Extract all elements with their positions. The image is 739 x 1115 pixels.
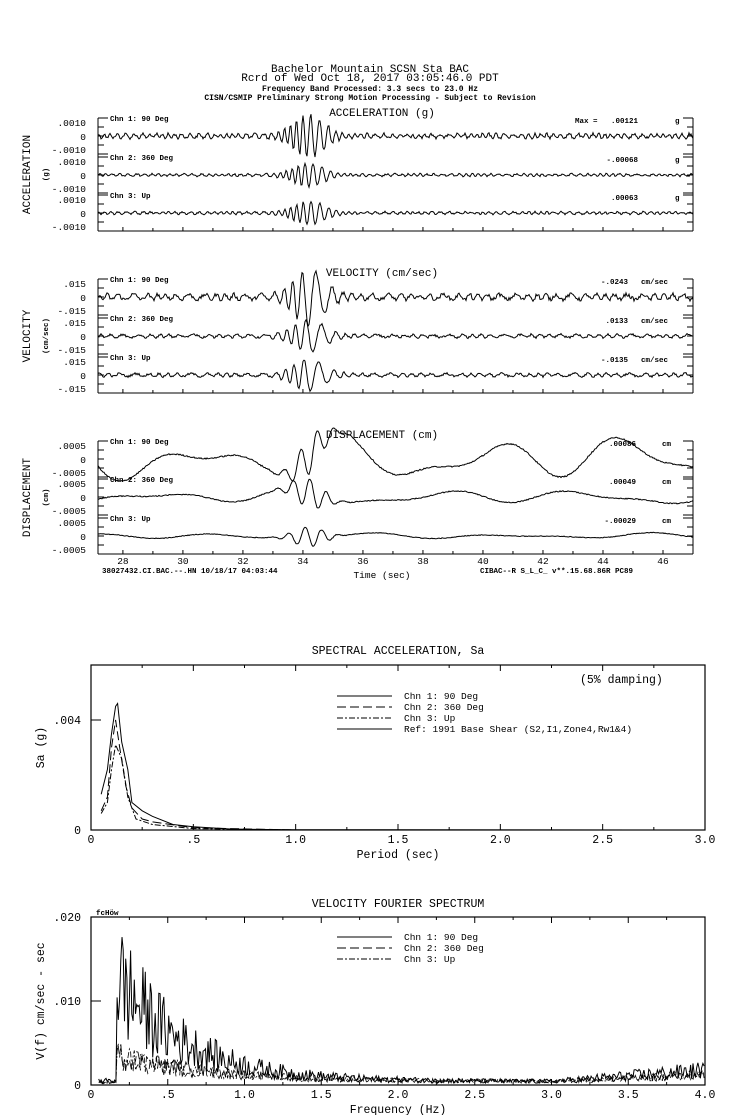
x-tick-label: 30: [177, 556, 189, 567]
panel-title: DISPLACEMENT (cm): [325, 430, 439, 442]
sa-curve: [101, 745, 705, 830]
peak-unit: cm: [662, 479, 672, 487]
y-tick-label: .015: [63, 357, 86, 368]
y-tick-label: .015: [63, 318, 86, 329]
y-tick-label: 0: [74, 1080, 81, 1093]
peak-unit: g: [675, 195, 680, 203]
y-tick-label: .0005: [57, 479, 86, 490]
y-tick-label: .0005: [57, 441, 86, 452]
x-tick-label: 2.5: [464, 1089, 486, 1102]
max-label: Max =: [575, 118, 598, 126]
x-tick-label: 2.0: [387, 1089, 409, 1102]
peak-unit: cm: [662, 441, 672, 449]
footer-right: CIBAC--R S_L_C_ v**.15.68.86R PC89: [480, 568, 634, 576]
peak-value: -.0135: [600, 357, 628, 365]
peak-unit: g: [675, 157, 680, 165]
x-tick-label: 46: [657, 556, 669, 567]
y-axis-label: V(f) cm/sec - sec: [35, 942, 48, 1060]
peak-value: .00049: [608, 479, 636, 487]
panel-title: VELOCITY (cm/sec): [325, 268, 439, 280]
legend-label: Chn 1: 90 Deg: [404, 691, 479, 702]
y-tick-label: .0010: [57, 118, 86, 129]
peak-unit: cm/sec: [641, 318, 669, 326]
channel-label: Chn 3: Up: [110, 516, 151, 524]
y-tick-label: .0010: [57, 195, 86, 206]
y-tick-label: .004: [53, 715, 81, 728]
x-tick-label: 2.5: [592, 834, 614, 847]
channel-label: Chn 3: Up: [110, 355, 151, 363]
corner-label: fcHöw: [96, 910, 119, 918]
panel-title: ACCELERATION (g): [329, 108, 435, 120]
legend-label: Ref: 1991 Base Shear (S2,I1,Zone4,Rw1&4): [404, 724, 633, 735]
y-tick-label: -.015: [57, 345, 86, 356]
panel-yunit: (cm): [43, 488, 51, 507]
panel-yunit: (cm/sec): [43, 317, 51, 355]
y-tick-label: .0010: [57, 157, 86, 168]
waveform-trace: [98, 320, 693, 352]
y-tick-label: -.0005: [51, 545, 86, 556]
x-tick-label: 3.0: [541, 1089, 562, 1102]
waveform-trace: [98, 479, 693, 508]
y-tick-label: -.015: [57, 306, 86, 317]
channel-label: Chn 3: Up: [110, 193, 151, 201]
plot-frame: [91, 917, 705, 1085]
y-axis-label: Sa (g): [35, 726, 48, 769]
channel-label: Chn 2: 360 Deg: [110, 155, 174, 163]
fourier-curve: [99, 1044, 704, 1083]
x-tick-label: 36: [357, 556, 369, 567]
x-axis-label: Period (sec): [356, 849, 440, 862]
y-tick-label: -.0010: [51, 184, 86, 195]
channel-label: Chn 2: 360 Deg: [110, 477, 174, 485]
channel-label: Chn 1: 90 Deg: [110, 277, 169, 285]
peak-unit: cm: [662, 518, 672, 526]
peak-value: .00063: [610, 195, 638, 203]
x-tick-label: 32: [237, 556, 249, 567]
y-tick-label: 0: [80, 493, 86, 504]
peak-value: .00086: [608, 441, 636, 449]
station-title: Bachelor Mountain SCSN Sta BAC: [270, 64, 470, 76]
plot-frame: [91, 665, 705, 830]
x-tick-label: 1.5: [310, 1089, 332, 1102]
x-tick-label: 28: [117, 556, 129, 567]
y-tick-label: 0: [80, 209, 86, 220]
sa-curve: [101, 720, 705, 830]
y-tick-label: .010: [53, 996, 81, 1009]
y-tick-label: -.0010: [51, 145, 86, 156]
x-tick-label: 38: [417, 556, 429, 567]
y-tick-label: 0: [80, 455, 86, 466]
peak-value: -.0243: [600, 279, 628, 287]
waveform-trace: [98, 114, 693, 157]
y-tick-label: 0: [80, 371, 86, 382]
peak-value: -.00029: [604, 518, 636, 526]
x-tick-label: 3.5: [617, 1089, 639, 1102]
legend-label: Chn 3: Up: [404, 954, 456, 965]
x-tick-label: 3.0: [694, 834, 716, 847]
y-tick-label: 0: [80, 132, 86, 143]
x-tick-label: 1.5: [387, 834, 409, 847]
record-title: Rcrd of Wed Oct 18, 2017 03:05:46.0 PDT: [241, 73, 499, 85]
y-tick-label: 0: [80, 293, 86, 304]
waveform-trace: [98, 527, 693, 546]
panel-ylabel: DISPLACEMENT: [22, 457, 34, 538]
x-tick-label: 0: [87, 834, 95, 847]
legend-label: Chn 3: Up: [404, 713, 456, 724]
fourier-curve: [99, 937, 704, 1083]
x-tick-label: 2.0: [489, 834, 511, 847]
x-tick-label: 42: [537, 556, 549, 567]
legend-label: Chn 1: 90 Deg: [404, 932, 479, 943]
spectrum-title: VELOCITY FOURIER SPECTRUM: [311, 898, 485, 911]
x-tick-label: 1.0: [285, 834, 307, 847]
x-tick-label: 1.0: [234, 1089, 255, 1102]
processing-note: CISN/CSMIP Preliminary Strong Motion Processing - Subject to Revision: [204, 94, 536, 103]
y-tick-label: -.0010: [51, 222, 86, 233]
y-tick-label: .015: [63, 279, 86, 290]
x-axis-label: Frequency (Hz): [349, 1104, 447, 1115]
x-axis-label: Time (sec): [353, 570, 411, 581]
peak-unit: cm/sec: [641, 279, 669, 287]
legend-label: Chn 2: 360 Deg: [404, 702, 484, 713]
x-tick-label: 0: [87, 1089, 95, 1102]
peak-unit: g: [675, 118, 680, 126]
x-tick-label: 34: [297, 556, 309, 567]
panel-ylabel: ACCELERATION: [22, 134, 34, 215]
damping-annotation: (5% damping): [580, 674, 663, 687]
peak-value: -.00068: [606, 157, 638, 165]
spectrum-title: SPECTRAL ACCELERATION, Sa: [311, 645, 485, 658]
waveform-trace: [98, 164, 693, 188]
y-tick-label: -.0005: [51, 468, 86, 479]
y-tick-label: 0: [80, 171, 86, 182]
peak-value: .00121: [610, 118, 638, 126]
band-text: Frequency Band Processed: 3.3 secs to 23.0 Hz: [261, 85, 479, 94]
legend-label: Chn 2: 360 Deg: [404, 943, 484, 954]
x-tick-label: 40: [477, 556, 489, 567]
x-tick-label: .5: [186, 834, 201, 847]
x-tick-label: 4.0: [694, 1089, 716, 1102]
y-tick-label: 0: [74, 825, 81, 838]
channel-label: Chn 1: 90 Deg: [110, 116, 169, 124]
y-tick-label: .0005: [57, 518, 86, 529]
y-tick-label: 0: [80, 532, 86, 543]
x-tick-label: 44: [597, 556, 609, 567]
waveform-trace: [98, 202, 693, 225]
y-tick-label: 0: [80, 332, 86, 343]
panel-yunit: (g): [43, 167, 51, 182]
y-tick-label: .020: [53, 912, 81, 925]
channel-label: Chn 2: 360 Deg: [110, 316, 174, 324]
channel-label: Chn 1: 90 Deg: [110, 439, 169, 447]
peak-unit: cm/sec: [641, 357, 669, 365]
panel-ylabel: VELOCITY: [22, 309, 34, 363]
footer-left: 38027432.CI.BAC.--.HN 10/18/17 04:03:44: [102, 568, 278, 576]
peak-value: .0133: [605, 318, 628, 326]
y-tick-label: -.015: [57, 384, 86, 395]
y-tick-label: -.0005: [51, 506, 86, 517]
x-tick-label: .5: [160, 1089, 175, 1102]
